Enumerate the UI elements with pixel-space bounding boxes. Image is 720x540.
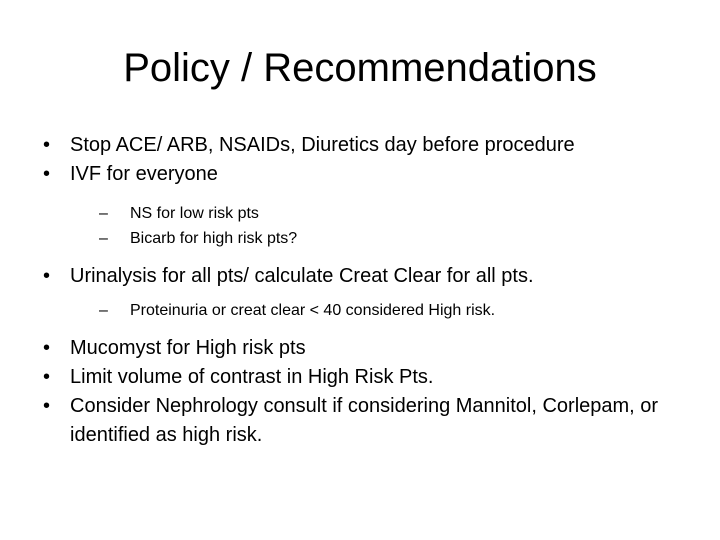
list-item-text: Mucomyst for High risk pts [70, 337, 306, 359]
sub-bullet-marker: – [99, 302, 108, 319]
sub-list-item-text: Bicarb for high risk pts? [130, 230, 298, 247]
sub-list-item [42, 201, 702, 226]
bullet-marker: • [43, 134, 51, 156]
list-item [42, 363, 702, 392]
list-item-text: Consider Nephrology consult if considering Mannitol, Corlepam, or identified as high risk. [70, 395, 659, 446]
list-item [42, 262, 702, 291]
slide-title: Policy / Recommendations [123, 46, 597, 90]
sub-list-item-text: NS for low risk pts [130, 205, 259, 222]
sub-list-item-text: Proteinuria or creat clear < 40 considered High risk. [130, 302, 496, 319]
sub-list-item [42, 298, 702, 323]
bullet-list [42, 131, 702, 450]
bullet-marker: • [43, 337, 51, 359]
bullet-marker: • [43, 265, 51, 287]
bullet-marker: • [43, 395, 51, 417]
sub-bullet-marker: – [99, 230, 108, 247]
list-item-text: IVF for everyone [70, 163, 218, 185]
bullet-marker: • [43, 163, 51, 185]
sub-list-item [42, 226, 702, 251]
list-item-text: Limit volume of contrast in High Risk Pts. [70, 366, 434, 388]
list-item [42, 392, 702, 450]
list-item [42, 131, 702, 160]
list-item [42, 334, 702, 363]
list-item-text: Stop ACE/ ARB, NSAIDs, Diuretics day before procedure [70, 134, 575, 156]
list-item-text: Urinalysis for all pts/ calculate Creat Clear for all pts. [70, 265, 534, 287]
list-item [42, 160, 702, 189]
sub-bullet-marker: – [99, 205, 108, 222]
bullet-marker: • [43, 366, 51, 388]
